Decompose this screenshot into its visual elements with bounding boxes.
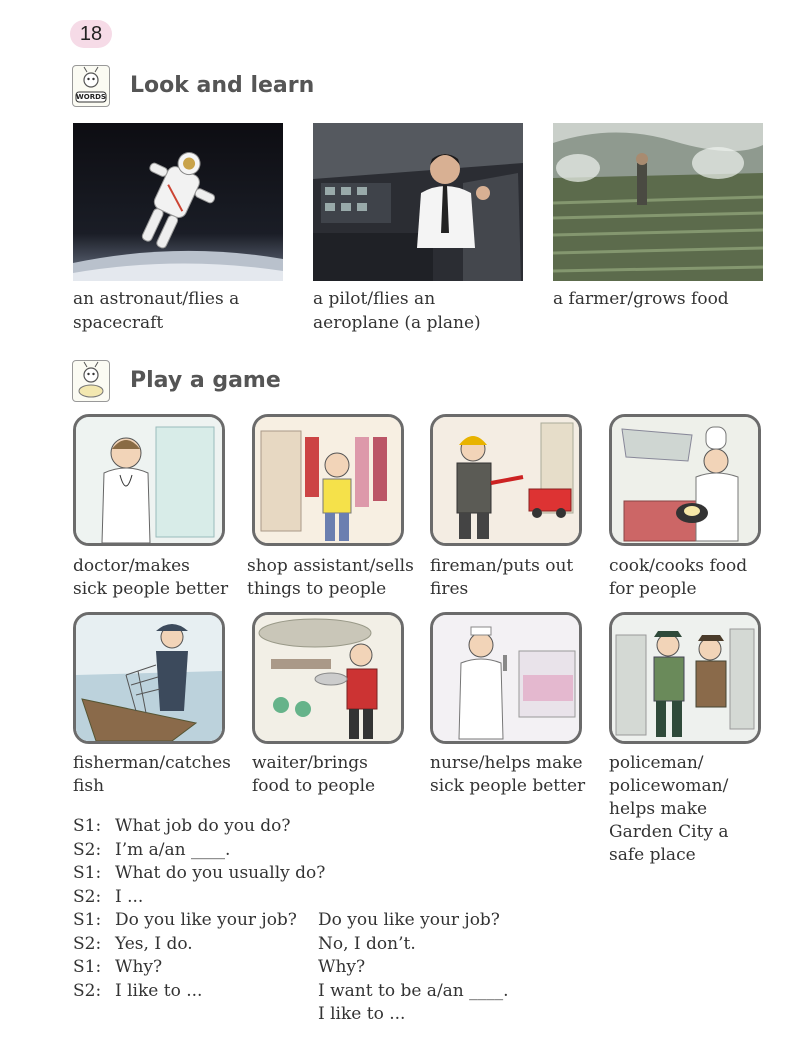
alt-dialogue-text: I want to be a/an ____.	[318, 980, 509, 1001]
speaker-label: S2:	[73, 933, 102, 954]
dialogue-line	[73, 933, 325, 957]
dialogue-text: I like to ...	[115, 980, 203, 1001]
fireman-card-image	[430, 414, 582, 546]
caption-nurse: nurse/helps make sick people better	[430, 753, 586, 796]
dialogue-text: I’m a/an ____.	[115, 839, 231, 860]
speaker-label: S2:	[73, 886, 102, 907]
speaker-label: S2:	[73, 980, 102, 1001]
speaker-label: S2:	[73, 839, 102, 860]
dialogue-line	[73, 909, 325, 933]
alt-dialogue-text: Do you like your job?	[318, 910, 500, 930]
astronaut-photo	[73, 123, 283, 281]
dialogue-text: Yes, I do.	[115, 933, 193, 954]
police-card-image	[609, 612, 761, 744]
caption-shop-assistant: shop assistant/sells things to people	[247, 556, 414, 599]
dialogue-text: What job do you do?	[115, 816, 291, 836]
dialogue-text: Why?	[115, 957, 163, 977]
dialogue-line	[73, 815, 325, 839]
speaker-label: S1:	[73, 816, 102, 836]
words-bee-icon	[72, 65, 110, 107]
caption-doctor: doctor/makes sick people better	[73, 556, 229, 599]
cook-card-image	[609, 414, 761, 546]
speaker-label: S1:	[73, 863, 102, 883]
caption-fireman: fireman/puts out fires	[430, 556, 574, 599]
caption-astronaut: an astronaut/flies a spacecraft	[73, 289, 240, 333]
caption-farmer: a farmer/grows food	[553, 289, 729, 309]
farmer-photo	[553, 123, 763, 281]
dialogue-alternative	[318, 909, 509, 1027]
doctor-card-image	[73, 414, 225, 546]
shop-assistant-card-image	[252, 414, 404, 546]
caption-cook: cook/cooks food for people	[609, 556, 748, 599]
dialogue-line	[73, 956, 325, 980]
dialogue-text: Do you like your job?	[115, 910, 297, 930]
caption-police: policeman/ policewoman/ helps make Garden City a safe place	[609, 753, 729, 865]
dialogue-main	[73, 815, 325, 1003]
alt-dialogue-text: I like to ...	[318, 1004, 406, 1024]
speaker-label: S1:	[73, 910, 102, 930]
waiter-card-image	[252, 612, 404, 744]
dialogue-line	[73, 886, 325, 910]
alt-dialogue-text: Why?	[318, 957, 366, 977]
fisherman-card-image	[73, 612, 225, 744]
caption-pilot: a pilot/flies an aeroplane (a plane)	[313, 289, 481, 333]
section-title-look-and-learn: Look and learn	[130, 73, 315, 98]
dialogue-line	[73, 839, 325, 863]
dialogue-text: What do you usually do?	[115, 863, 326, 883]
caption-fisherman: fisherman/catches fish	[73, 753, 231, 796]
caption-waiter: waiter/brings food to people	[252, 753, 376, 796]
dialogue-line	[73, 980, 325, 1004]
speaker-label: S1:	[73, 957, 102, 977]
dialogue-line	[73, 862, 325, 886]
game-bee-icon	[72, 360, 110, 402]
pilot-photo	[313, 123, 523, 281]
section-title-play-a-game: Play a game	[130, 368, 281, 393]
nurse-card-image	[430, 612, 582, 744]
dialogue-text: I ...	[115, 886, 144, 907]
page-number: 18	[70, 20, 112, 48]
alt-dialogue-text: No, I don’t.	[318, 933, 416, 954]
words-icon-label: WORDS	[76, 93, 106, 101]
